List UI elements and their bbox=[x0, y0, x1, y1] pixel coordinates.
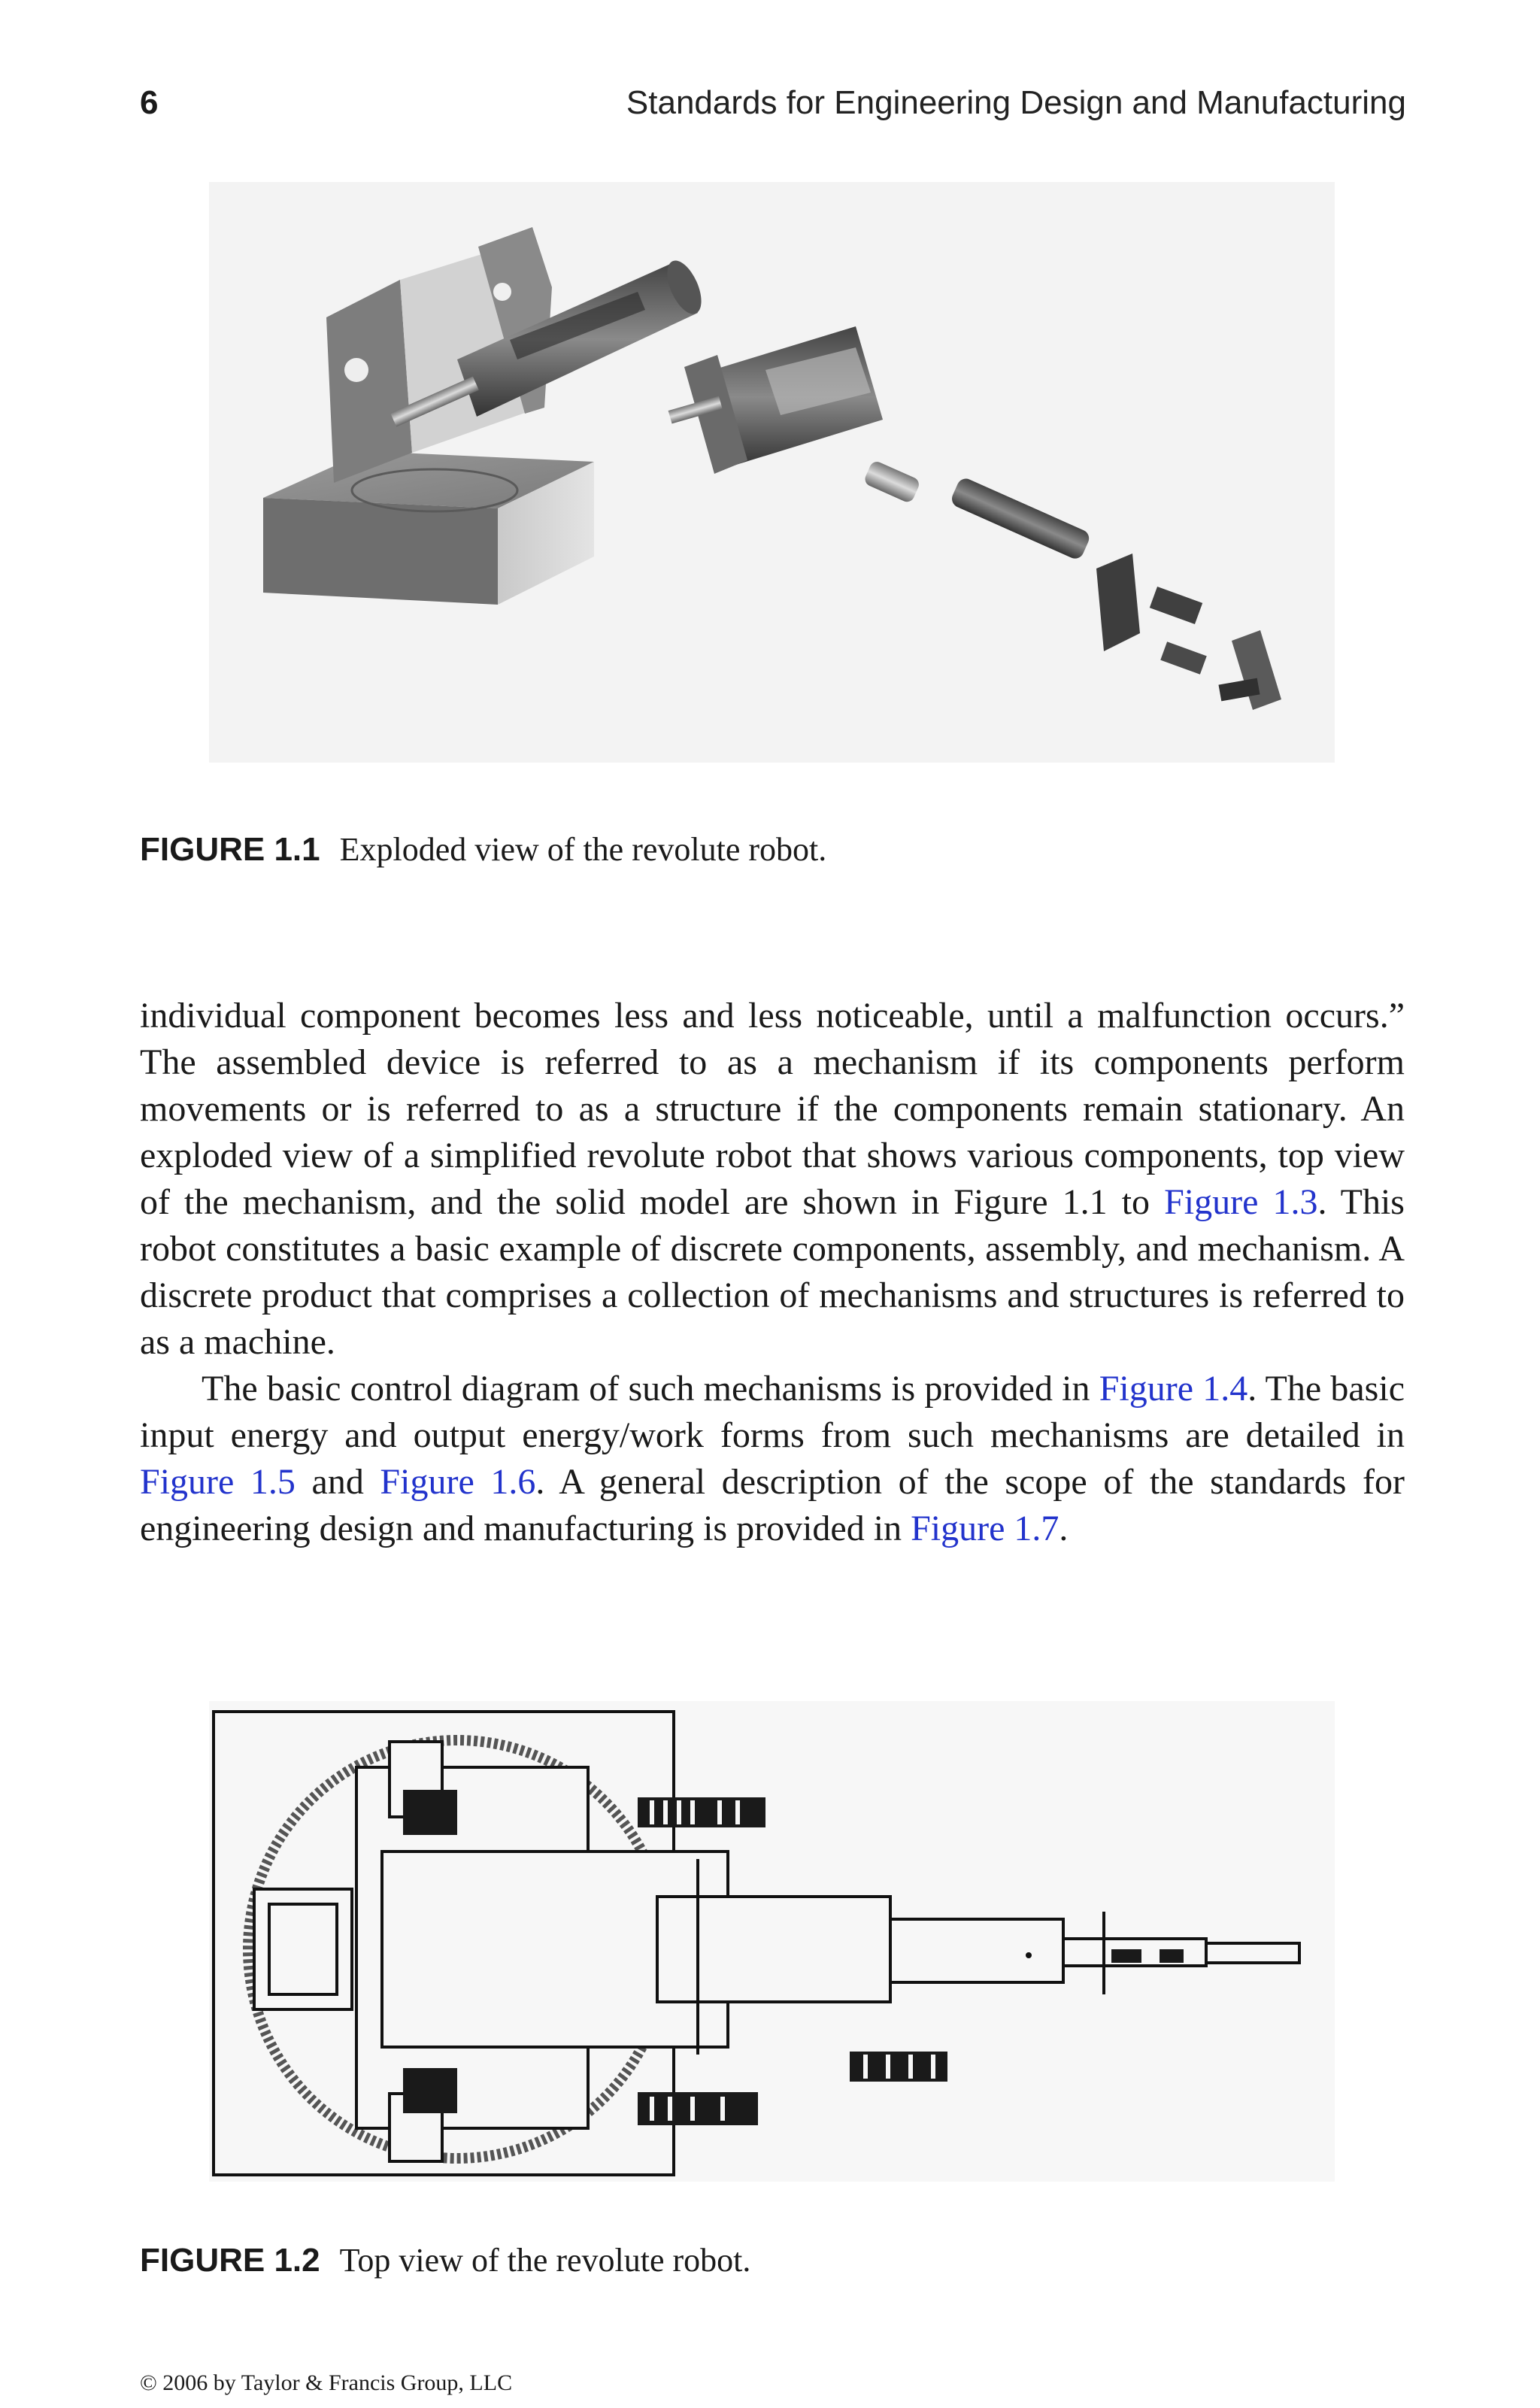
paragraph-1 bbox=[140, 993, 1405, 1366]
figure-label: FIGURE 1.1 bbox=[140, 831, 320, 868]
paragraph-text: and bbox=[295, 1462, 380, 1502]
figure-1-2-caption bbox=[140, 2241, 750, 2279]
figure-1-7-link[interactable]: Figure 1.7 bbox=[911, 1509, 1060, 1548]
figure-1-1-image bbox=[209, 182, 1335, 763]
paragraph-2 bbox=[140, 1366, 1405, 1552]
paragraph-text: The basic control diagram of such mechanisms is provided in bbox=[202, 1369, 1099, 1409]
figure-caption-text: Top view of the revolute robot. bbox=[339, 2242, 751, 2279]
figure-1-2-image bbox=[209, 1701, 1335, 2182]
paragraph-text: . The basic input energy and output energy/work forms from such mechanisms are detailed in bbox=[140, 1369, 1405, 1455]
figure-caption-text: Exploded view of the revolute robot. bbox=[339, 831, 827, 868]
figure-label: FIGURE 1.2 bbox=[140, 2242, 320, 2279]
figure-1-6-link[interactable]: Figure 1.6 bbox=[380, 1462, 536, 1502]
page-number: 6 bbox=[140, 84, 159, 121]
paragraph-text: . bbox=[1059, 1509, 1069, 1548]
top-view-illustration bbox=[209, 1701, 1335, 2182]
copyright-footer: © 2006 by Taylor & Francis Group, LLC bbox=[140, 2370, 513, 2395]
exploded-view-illustration bbox=[209, 182, 1335, 763]
body-text bbox=[140, 993, 1405, 1552]
paragraph-text: . This robot constitutes a basic example of discrete components, assembly, and mechanism. A discrete product that comprises a collection of mechanisms and structures is referred to as a machine. bbox=[140, 1182, 1405, 1362]
figure-1-5-link[interactable]: Figure 1.5 bbox=[140, 1462, 296, 1502]
figure-1-4-link[interactable]: Figure 1.4 bbox=[1099, 1369, 1248, 1409]
paragraph-text: . A general description of the scope of the standards for engineering design and manufacturing is provided in bbox=[140, 1462, 1405, 1548]
figure-1-3-link[interactable]: Figure 1.3 bbox=[1164, 1182, 1318, 1222]
running-title: Standards for Engineering Design and Manufacturing bbox=[626, 84, 1406, 121]
figure-1-1-caption bbox=[140, 830, 826, 869]
paragraph-text: individual component becomes less and less noticeable, until a malfunction occurs.” The assembled device is referred to as a mechanism if its components perform movements or is referred to as a structure if the components remain stationary. An exploded view of a simplified revolute robot that shows various components, top view of the mechanism, and the solid model are shown in Figure 1.1 to bbox=[140, 996, 1405, 1222]
